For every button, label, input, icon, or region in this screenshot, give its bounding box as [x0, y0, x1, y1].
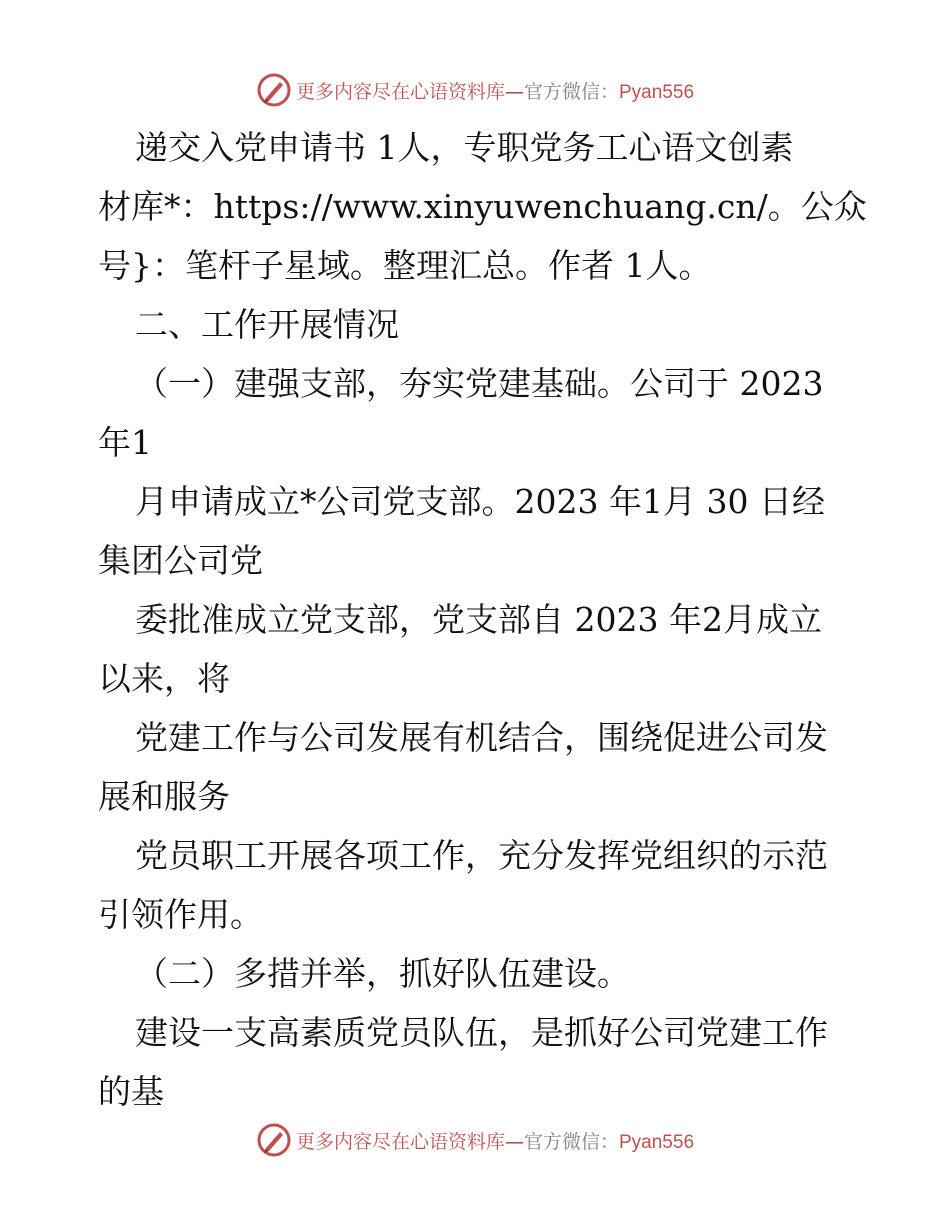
document-body: [98, 118, 867, 1121]
text-line: 年1: [98, 423, 152, 462]
text-line: 号}：笔杆子星域。整理汇总。作者 1人。: [98, 246, 712, 285]
text-line: 以来，将: [98, 659, 230, 698]
text-line: 材库*：https://www.xinyuwenchuang.cn/。公众: [98, 187, 867, 226]
header-wechat-label: 官方微信：: [523, 80, 619, 103]
pen-logo-icon: [256, 72, 292, 108]
footer-text: 更多内容尽在心语资料库: [295, 1130, 505, 1153]
text-line: 的基: [98, 1072, 164, 1111]
pen-logo-icon: [256, 1122, 292, 1158]
footer-dash: —: [504, 1130, 524, 1153]
header-banner: [0, 70, 950, 110]
text-line: 党员职工开展各项工作，充分发挥党组织的示范: [135, 836, 828, 875]
section-heading: 二、工作开展情况: [135, 305, 399, 344]
text-line: （二）多措并举，抓好队伍建设。: [135, 954, 630, 993]
text-line: 引领作用。: [98, 895, 263, 934]
footer-wechat-label: 官方微信：: [523, 1130, 619, 1153]
text-line: 集团公司党: [98, 541, 263, 580]
text-line: 委批准成立党支部，党支部自 2023 年2月成立: [135, 600, 822, 639]
text-line: 党建工作与公司发展有机结合，围绕促进公司发: [135, 718, 828, 757]
header-wechat-id: Pyan556: [619, 81, 695, 103]
text-line: 建设一支高素质党员队伍，是抓好公司党建工作: [135, 1013, 828, 1052]
text-line: （一）建强支部，夯实党建基础。公司于 2023: [135, 364, 824, 403]
text-line: 月申请成立*公司党支部。2023 年1月 30 日经: [135, 482, 825, 521]
header-dash: —: [504, 80, 524, 103]
header-text: 更多内容尽在心语资料库: [295, 80, 505, 103]
footer-banner: [0, 1120, 950, 1160]
text-line: 展和服务: [98, 777, 230, 816]
text-line: 递交入党申请书 1人，专职党务工心语文创素: [135, 128, 794, 167]
footer-wechat-id: Pyan556: [619, 1131, 695, 1153]
